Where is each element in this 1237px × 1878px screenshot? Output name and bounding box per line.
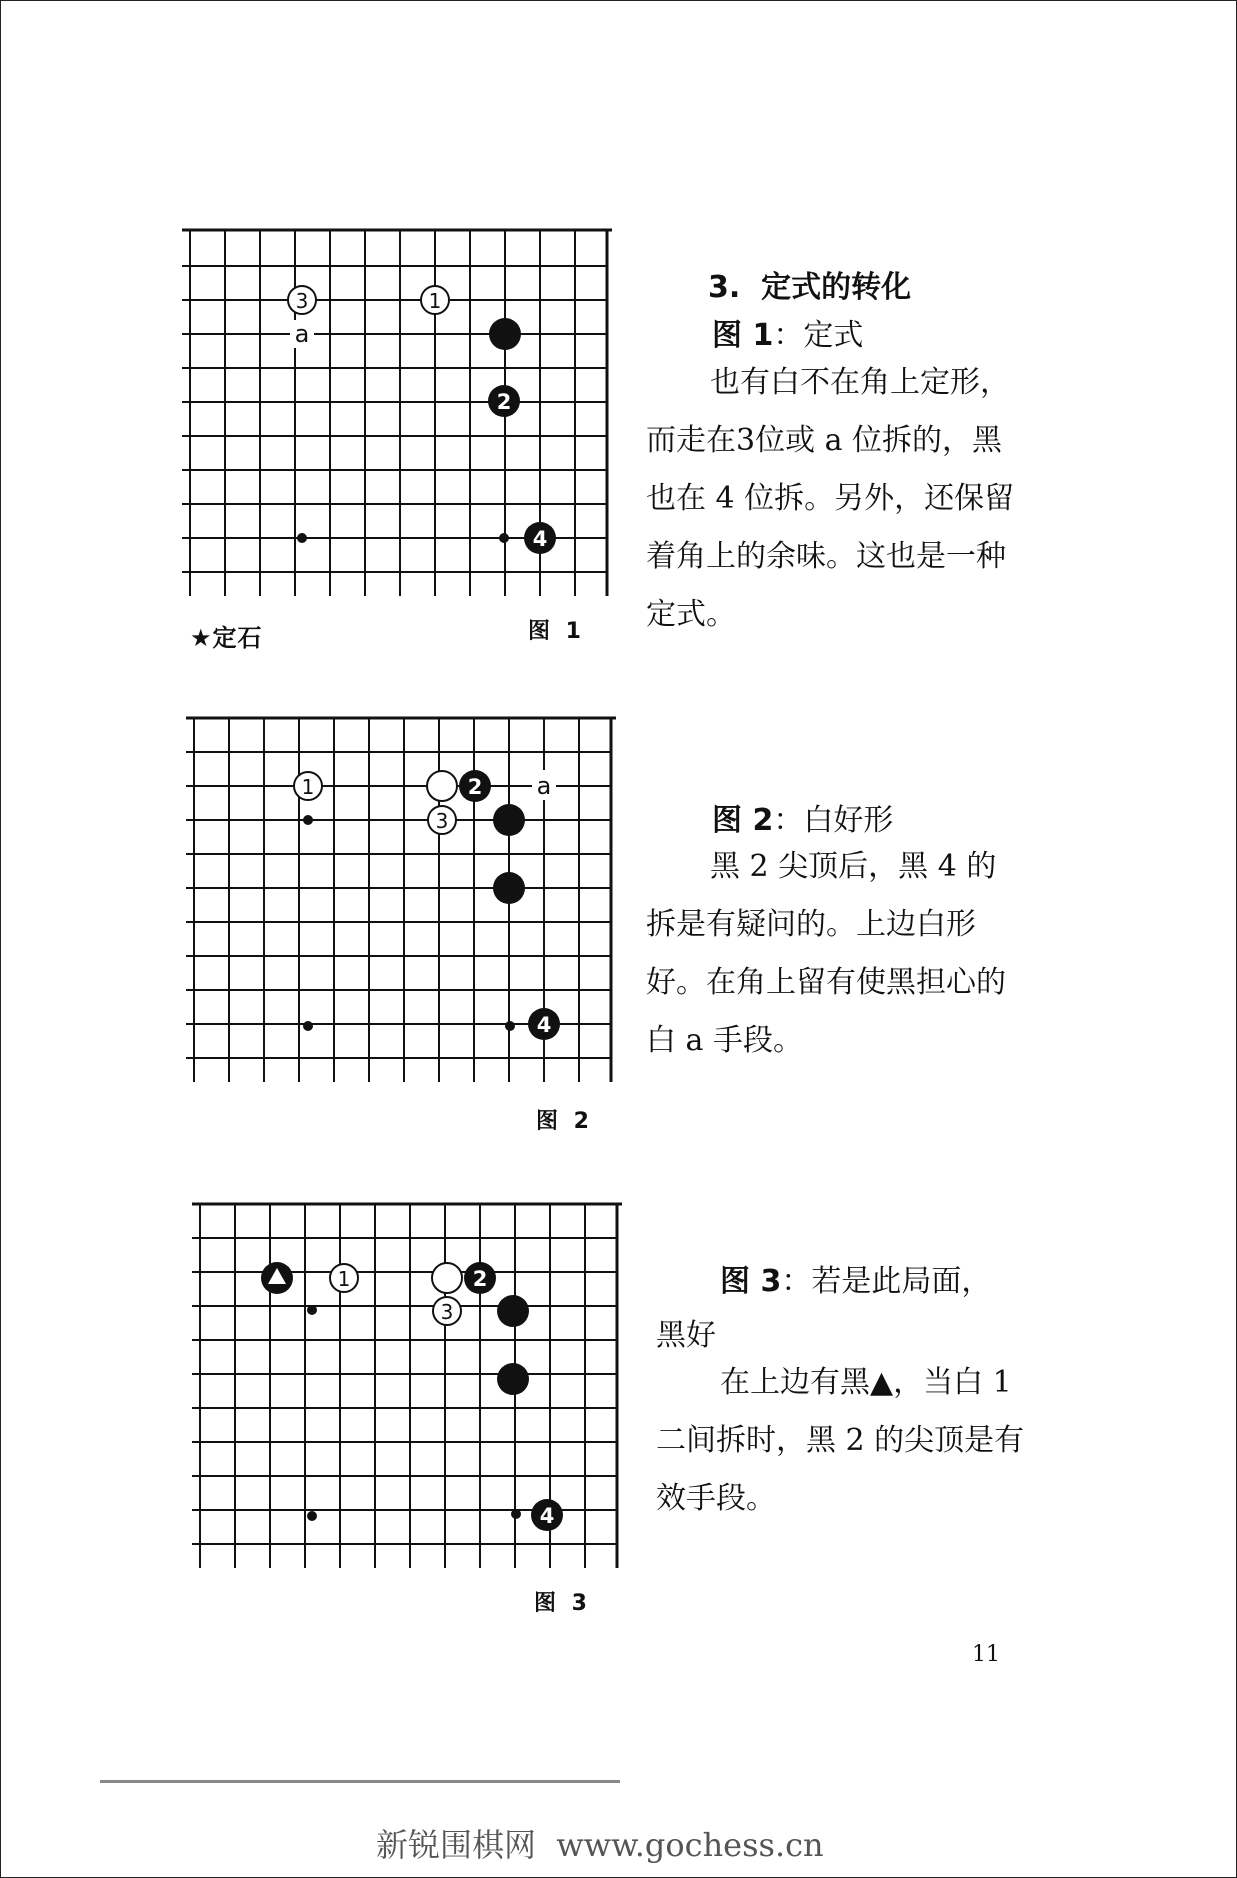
scan-noise-line [100, 1780, 620, 1783]
stone-black-2 [464, 1262, 496, 1294]
figure-3-heading-label: 图 3 [720, 1264, 782, 1299]
figure-3-body: 在上边有黑▲，当白 1 二间拆时，黑 2 的尖顶是有效手段。 [656, 1365, 1025, 1516]
figure-1-heading-label: 图 1 [712, 318, 774, 353]
figure-2-heading: 图 2：白好形 [712, 803, 894, 838]
figure-1-body: 也有白不在角上定形，而走在3位或 a 位拆的，黑也在 4 位拆。另外，还保留着角上的余味。这也是一种定式。 [646, 365, 1015, 632]
go-board-figure-3 [192, 1198, 624, 1568]
svg-text:4: 4 [536, 1013, 552, 1037]
star-point [303, 815, 313, 825]
figure-3-heading-text: 若是此局面， [811, 1264, 992, 1299]
figure-3-heading-continued: 黑好 [656, 1318, 716, 1353]
star-point [511, 1509, 521, 1519]
section-title [708, 262, 911, 306]
section-number: 3. [708, 270, 741, 305]
figure-1-caption: 图 1 [528, 619, 585, 644]
stone-white-1 [330, 1264, 358, 1292]
board-2-svg [186, 712, 618, 1082]
label-a [532, 770, 556, 800]
stone-black-4 [531, 1499, 563, 1531]
star-point [499, 533, 509, 543]
stone-white-3 [433, 1297, 461, 1325]
figure-2-heading-text: 白好形 [803, 803, 894, 838]
stone-black [493, 872, 525, 904]
stone-black-4 [528, 1008, 560, 1040]
label-a [290, 320, 314, 348]
svg-text:1: 1 [337, 1267, 351, 1291]
stone-black [497, 1295, 529, 1327]
star-point [297, 533, 307, 543]
stone-black [493, 804, 525, 836]
svg-text:3: 3 [440, 1300, 454, 1324]
svg-text:1: 1 [301, 775, 315, 799]
figure-2-heading-label: 图 2 [712, 803, 774, 838]
svg-text:4: 4 [539, 1504, 555, 1528]
star-point [307, 1305, 317, 1315]
svg-text:3: 3 [435, 809, 449, 833]
go-board-figure-2 [186, 712, 618, 1082]
stone-white-1 [294, 772, 322, 800]
stone-white-1 [421, 286, 449, 314]
figure-3-heading: 图 3：若是此局面， [720, 1264, 992, 1299]
figure-1-heading: 图 1：定式 [712, 318, 864, 353]
stone-white [432, 1263, 462, 1293]
figure-2-body: 黑 2 尖顶后，黑 4 的拆是有疑问的。上边白形好。在角上留有使黑担心的白 a 手段。 [646, 849, 1006, 1058]
svg-text:a: a [294, 320, 310, 348]
svg-text:3: 3 [295, 289, 309, 313]
figure-1-heading-text: 定式 [803, 318, 864, 353]
svg-text:2: 2 [467, 775, 483, 799]
star-point [303, 1021, 313, 1031]
section-title-text: 定式的转化 [761, 270, 912, 305]
board-3-svg [192, 1198, 624, 1568]
stone-white-3 [288, 286, 316, 314]
joseki-tag: ★定石 [190, 624, 263, 652]
svg-text:a: a [536, 772, 552, 800]
star-point [307, 1511, 317, 1521]
stone-black-2 [488, 385, 520, 417]
figure-2-caption: 图 2 [536, 1109, 593, 1134]
svg-text:4: 4 [532, 527, 548, 551]
star-point [505, 1021, 515, 1031]
stone-black [489, 318, 521, 350]
svg-text:1: 1 [428, 289, 442, 313]
page-number: 11 [972, 1642, 1000, 1667]
stone-black-2 [459, 770, 491, 802]
stone-white [427, 771, 457, 801]
board-1-svg [182, 224, 614, 596]
go-board-figure-1 [182, 224, 614, 596]
stone-black [497, 1363, 529, 1395]
figure-3-caption: 图 3 [534, 1591, 591, 1616]
svg-text:2: 2 [496, 390, 512, 414]
stone-black-4 [524, 522, 556, 554]
stone-black-triangle-marked [261, 1262, 293, 1294]
svg-text:2: 2 [472, 1267, 488, 1291]
footer-watermark: 新锐围棋网 www.gochess.cn [376, 1826, 824, 1864]
stone-white-3 [428, 806, 456, 834]
